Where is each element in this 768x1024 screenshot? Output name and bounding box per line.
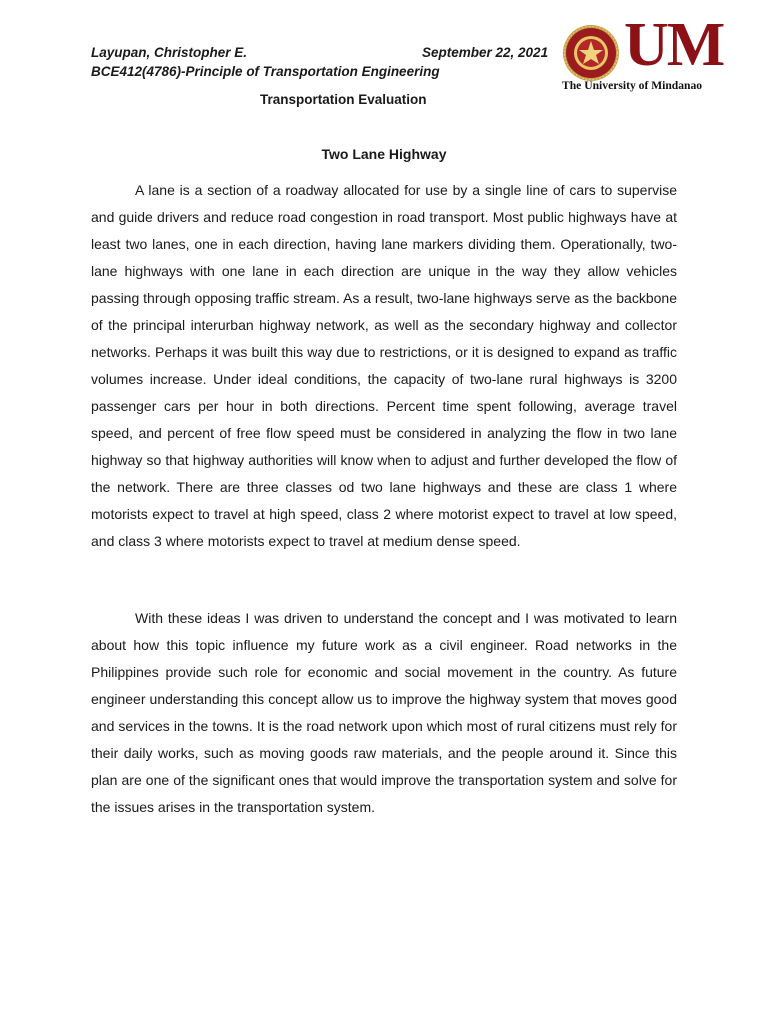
- document-title: Two Lane Highway: [321, 146, 447, 162]
- body-paragraph: With these ideas I was driven to understand the concept and I was motivated to learn about how this topic influence my future work as a civil engineer. Road networks in the Philippines provide such role for economic and social movement in the country. As future engineer understanding this concept allow us to improve the highway system that moves good and services in the towns. It is the road network upon which most of rural citizens must rely for their daily works, such as moving goods raw materials, and the people around it. Since this plan are one of the significant ones that would improve the transportation system and solve for the issues arises in the transportation system.: [91, 610, 677, 815]
- body-paragraph: A lane is a section of a roadway allocated for use by a single line of cars to supervise and guide drivers and reduce road congestion in road transport. Most public highways have at least two lanes, one in each direction, having lane markers dividing them. Operationally, two-lane highways with one lane in each direction are unique in the way they allow vehicles passing through opposing traffic stream. As a result, two-lane highways serve as the backbone of the principal interurban highway network, as well as the secondary highway and collector networks. Perhaps it was built this way due to restrictions, or it is designed to expand as traffic volumes increase. Under ideal conditions, the capacity of two-lane rural highways is 3200 passenger cars per hour in both directions. Percent time spent following, average travel speed, and percent of free flow speed must be considered in analyzing the flow in two lane highway so that highway authorities will know when to adjust and further developed the flow of the network. There are three classes od two lane highways and these are class 1 where motorists expect to travel at high speed, class 2 where motorist expect to travel at low speed, and class 3 where motorists expect to travel at medium dense speed.: [91, 182, 677, 549]
- university-seal-icon: [562, 24, 620, 82]
- university-logo: [560, 11, 768, 96]
- course-title: BCE412(4786)-Principle of Transportation Engineering: [91, 64, 440, 79]
- document-date: September 22, 2021: [422, 45, 549, 60]
- section-title: Transportation Evaluation: [260, 92, 427, 107]
- author-name: Layupan, Christopher E.: [91, 45, 248, 60]
- university-name: The University of Mindanao: [562, 79, 703, 92]
- logo-letters: UM: [624, 11, 724, 79]
